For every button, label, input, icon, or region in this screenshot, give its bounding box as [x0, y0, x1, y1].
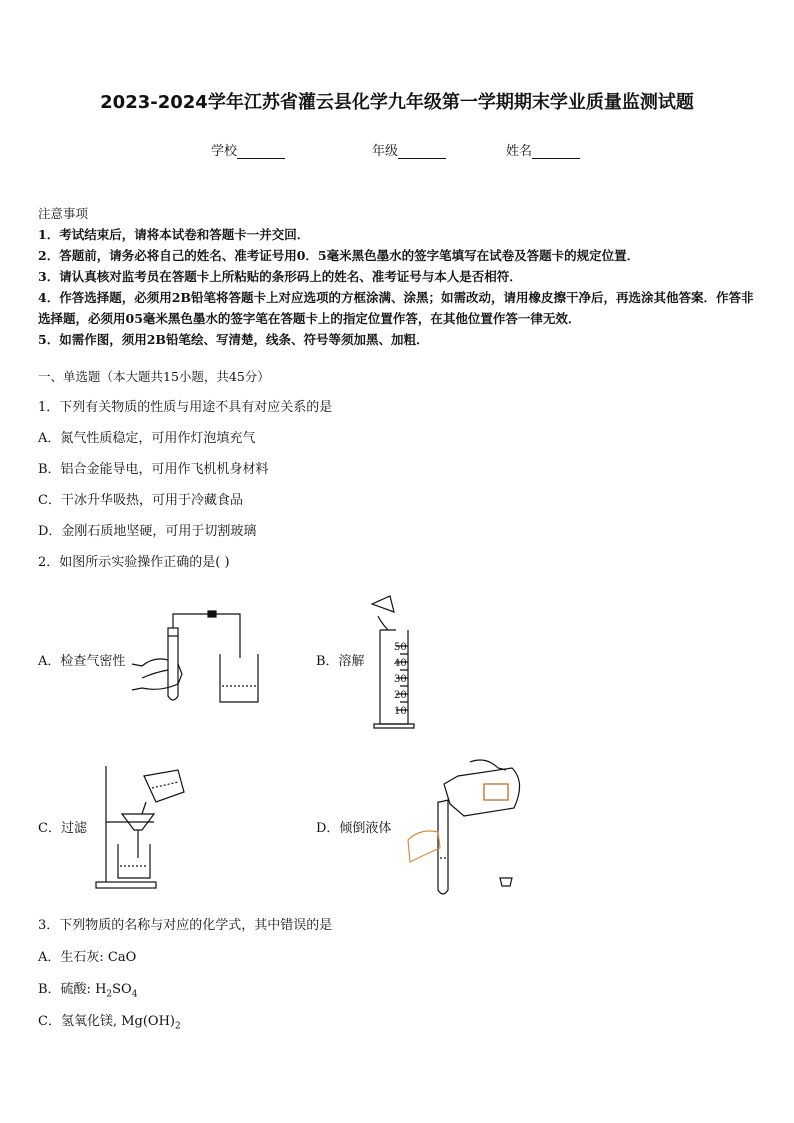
- q3-option-b-tail: SO: [112, 982, 132, 997]
- grade-field: [372, 140, 446, 159]
- q3-option-c-sub: 2: [174, 1021, 181, 1032]
- cylinder-tick-40: 40: [394, 658, 407, 669]
- q3-option-b-prefix: B．硫酸: H: [38, 982, 107, 997]
- notes-heading: 注意事项: [38, 206, 89, 221]
- q1-option-b: B．铝合金能导电，可用作飞机机身材料: [38, 462, 269, 477]
- cylinder-tick-10: 10: [394, 706, 407, 717]
- note-item-5: 5．如需作图，须用2B铅笔绘、写清楚，线条、符号等须加黑、加粗．: [38, 332, 429, 347]
- note-item-3: 3．请认真核对监考员在答题卡上所粘贴的条形码上的姓名、准考证号与本人是否相符．: [38, 269, 522, 284]
- cylinder-tick-50: 50: [394, 642, 407, 653]
- q1-stem: 1．下列有关物质的性质与用途不具有对应关系的是: [38, 400, 333, 415]
- notes-section: [38, 203, 763, 350]
- airtightness-figure: [130, 608, 270, 708]
- school-label: 学校: [211, 144, 238, 159]
- name-label: 姓名: [506, 144, 533, 159]
- cylinder-tick-30: 30: [394, 674, 407, 685]
- q3-option-a-formula: CaO: [107, 950, 137, 965]
- q3-option-c-prefix: C．氢氧化镁, Mg(OH): [38, 1014, 175, 1029]
- q3-option-b-sub: 2: [106, 989, 113, 1000]
- q1-option-d: D．金刚石质地坚硬，可用于切割玻璃: [38, 524, 257, 539]
- cylinder-tick-20: 20: [394, 690, 407, 701]
- name-field: [506, 140, 580, 159]
- grade-label: 年级: [372, 144, 399, 159]
- q3-stem: 3．下列物质的名称与对应的化学式，其中错误的是: [38, 918, 333, 933]
- q3-option-b: [38, 978, 137, 1000]
- name-blank: [532, 146, 580, 159]
- q2-option-c-label: C．过滤: [38, 821, 87, 836]
- page-title: 2023-2024学年江苏省灌云县化学九年级第一学期期末学业质量监测试题: [100, 92, 694, 113]
- school-blank: [237, 146, 285, 159]
- q3-option-c: [38, 1010, 181, 1032]
- q2-option-d-label: D．倾倒液体: [316, 821, 392, 836]
- filtration-figure: [94, 762, 194, 892]
- q3-option-b-sub2: 4: [131, 989, 138, 1000]
- q3-option-a-prefix: A．生石灰:: [38, 950, 108, 965]
- cylinder-figure: [368, 594, 428, 734]
- q1-option-c: C．干冰升华吸热，可用于冷藏食品: [38, 493, 243, 508]
- grade-blank: [398, 146, 446, 159]
- q2-option-b-label: B．溶解: [316, 654, 365, 669]
- q2-stem: 2．如图所示实验操作正确的是( ): [38, 555, 230, 570]
- section-heading: 一、单选题（本大题共15小题，共45分）: [38, 369, 270, 384]
- q2-option-a-label: A．检查气密性: [38, 654, 126, 669]
- pouring-figure: [400, 758, 530, 896]
- note-item-2: 2．答题前，请务必将自己的姓名、准考证号用0．5毫米黑色墨水的签字笔填写在试卷及答题卡的规定位置．: [38, 248, 640, 263]
- note-item-4: 4．作答选择题，必须用2B铅笔将答题卡上对应选项的方框涂满、涂黑；如需改动，请用橡皮擦干净后，再选涂其他答案．作答非选择题，必须用05毫米黑色墨水的签字笔在答题卡上的指定位置作答，在其他位置作答一律无效．: [38, 290, 754, 326]
- school-field: [211, 140, 285, 159]
- q1-option-a: A．氮气性质稳定，可用作灯泡填充气: [38, 431, 256, 446]
- note-item-1: 1．考试结束后，请将本试卷和答题卡一并交回．: [38, 227, 310, 242]
- q3-option-a: [38, 946, 136, 965]
